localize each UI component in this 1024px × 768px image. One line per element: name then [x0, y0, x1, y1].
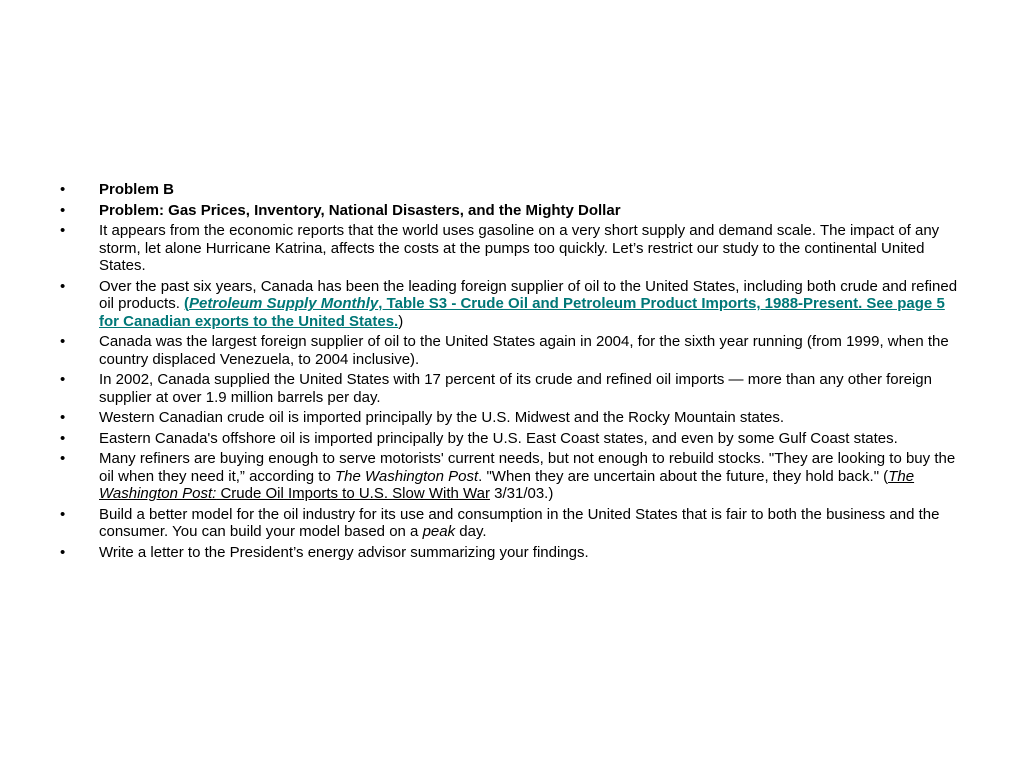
- bullet-dot: •: [60, 277, 66, 295]
- washington-post-reference-title: Crude Oil Imports to U.S. Slow With War: [216, 485, 490, 502]
- canada-supplier-text: Over the past six years, Canada has been the leading foreign supplier of oil to the United States, including both crude and refined oil products.: [99, 277, 958, 312]
- bullet-dot: •: [60, 333, 66, 350]
- build-model-text-after: day.: [455, 523, 487, 540]
- petroleum-supply-monthly-title: Petroleum Supply Monthly: [189, 295, 379, 312]
- list-item-build-model: [60, 506, 965, 541]
- washington-post-reference-source: The Washington Post:: [99, 467, 915, 502]
- eastern-canada-text: Eastern Canada's offshore oil is imported principally by the U.S. East Coast states, and even by some Gulf Coast states.: [99, 429, 898, 447]
- bullet-list: [60, 181, 965, 564]
- bullet-dot: •: [60, 409, 66, 426]
- link-open-paren: (: [184, 295, 190, 312]
- bullet-dot: •: [60, 543, 66, 561]
- refiners-text-before: Many refiners are buying enough to serve motorists' current needs, but not enough to rebuild stocks. "They are looking to buy the oil when they need it,” according to: [99, 450, 956, 485]
- bullet-dot: •: [60, 222, 66, 239]
- peak-word: peak: [422, 523, 456, 540]
- washington-post-source: The Washington Post: [334, 467, 479, 485]
- bullet-dot: •: [60, 450, 66, 467]
- bullet-dot: •: [60, 429, 66, 447]
- list-item-problem-b: [60, 181, 965, 199]
- list-item-problem-title: [60, 202, 965, 220]
- list-item-economic-reports: [60, 222, 965, 275]
- bullet-dot: •: [60, 201, 66, 219]
- refiners-text-after: 3/31/03.): [489, 485, 554, 502]
- problem-label: Problem B: [99, 181, 175, 198]
- bullet-dot: •: [60, 505, 66, 523]
- bullet-dot: •: [60, 371, 66, 388]
- petroleum-supply-monthly-link[interactable]: [99, 295, 945, 330]
- refiners-text-middle: . "When they are uncertain about the future, they hold back." (: [478, 467, 889, 485]
- list-item-eastern-canada: [60, 430, 965, 448]
- list-item-canada-supplier: [60, 278, 965, 331]
- bullet-dot: •: [60, 181, 66, 198]
- write-letter-text: Write a letter to the President’s energy advisor summarizing your findings.: [99, 543, 589, 561]
- petroleum-supply-monthly-rest: , Table S3 - Crude Oil and Petroleum Product Imports, 1988-Present. See page 5 for Canadian exports to the United States.: [99, 295, 945, 330]
- year-2002-text: In 2002, Canada supplied the United States with 17 percent of its crude and refined oil imports — more than any other foreign supplier at over 1.9 million barrels per day.: [99, 371, 932, 406]
- western-canada-text: Western Canadian crude oil is imported principally by the U.S. Midwest and the Rocky Mountain states.: [99, 409, 785, 426]
- problem-title: Problem: Gas Prices, Inventory, National Disasters, and the Mighty Dollar: [99, 201, 621, 219]
- list-item-refiners: [60, 450, 965, 503]
- largest-supplier-text: Canada was the largest foreign supplier of oil to the United States again in 2004, for the sixth year running (from 1999, when the country displaced Venezuela, to 2004 inclusive).: [99, 333, 949, 368]
- build-model-text-before: Build a better model for the oil industry for its use and consumption in the United States that is fair to both the business and the consumer. You can build your model based on a: [99, 505, 940, 540]
- link-close-paren: ): [398, 312, 404, 330]
- list-item-largest-supplier: [60, 333, 965, 368]
- list-item-western-canada: [60, 409, 965, 427]
- list-item-write-letter: [60, 544, 965, 562]
- economic-reports-text: It appears from the economic reports that the world uses gasoline on a very short supply and demand scale. The impact of any storm, let alone Hurricane Katrina, affects the costs at the pumps too quickly. Let’s restrict our study to the continental United States.: [99, 222, 940, 274]
- list-item-2002: [60, 371, 965, 406]
